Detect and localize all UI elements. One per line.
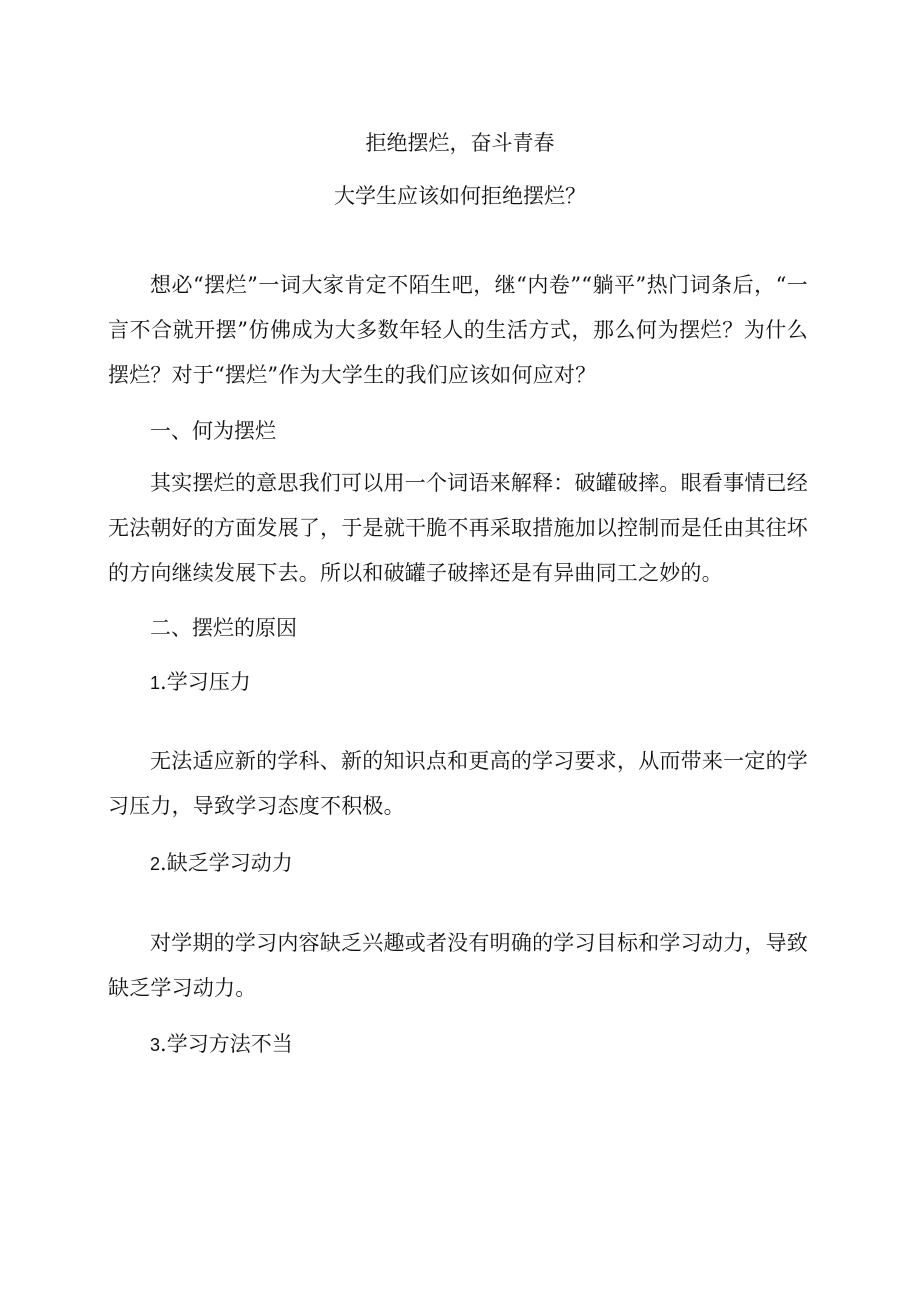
item-2-title: .缺乏学习动力	[160, 851, 293, 875]
section-1-text: 其实摆烂的意思我们可以用一个词语来解释：破罐破摔。眼看事情已经无法朝好的方面发展了，于是就干脆不再采取措施加以控制而是任由其往坏的方向继续发展下去。所以和破罐子破摔还是有异曲同工之妙的。	[108, 471, 808, 585]
item-2-paragraph	[108, 921, 808, 1011]
section-1-heading: 一、何为摆烂	[150, 419, 276, 443]
item-1-title: .学习压力	[160, 670, 251, 694]
item-1-text: 无法适应新的学科、新的知识点和更高的学习要求，从而带来一定的学习压力，导致学习态度不积极。	[108, 749, 808, 818]
item-3-heading	[150, 1029, 293, 1060]
intro-paragraph	[108, 263, 808, 398]
item-3-title: .学习方法不当	[160, 1032, 293, 1056]
item-1-number: 1	[150, 673, 161, 693]
item-2-number: 2	[150, 854, 161, 874]
intro-text: 想必“摆烂”一词大家肯定不陌生吧，继“内卷”“躺平”热门词条后，“一言不合就开摆”仿佛成为大多数年轻人的生活方式，那么何为摆烂？为什么摆烂？对于“摆烂”作为大学生的我们应该如何应对？	[108, 273, 808, 387]
item-2-text: 对学期的学习内容缺乏兴趣或者没有明确的学习目标和学习动力，导致缺乏学习动力。	[108, 931, 808, 1000]
document-title: 拒绝摆烂，奋斗青春	[365, 131, 555, 155]
item-3-number: 3	[150, 1035, 161, 1055]
item-1-heading	[150, 667, 251, 698]
section-2-heading: 二、摆烂的原因	[150, 616, 297, 640]
item-2-heading	[150, 848, 293, 879]
item-1-paragraph	[108, 739, 808, 829]
document-subtitle: 大学生应该如何拒绝摆烂？	[334, 184, 586, 208]
section-1-paragraph	[108, 461, 808, 596]
